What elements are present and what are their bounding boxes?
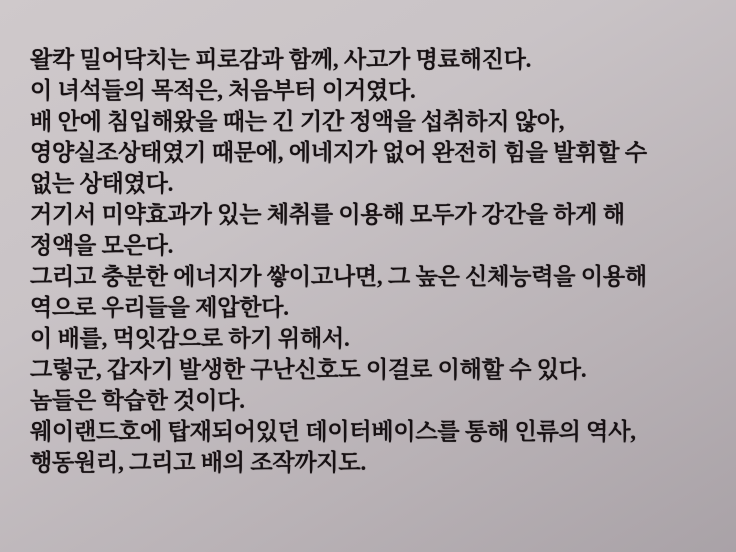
text-line: 그렇군, 갑자기 발생한 구난신호도 이걸로 이해할 수 있다. <box>30 357 587 382</box>
text-line: 영양실조상태였기 때문에, 에네지가 없어 완전히 힘을 발휘할 수 <box>30 140 647 165</box>
text-line: 정액을 모은다. <box>30 233 174 258</box>
narration-text-block <box>30 44 718 478</box>
text-line: 웨이랜드호에 탑재되어있던 데이터베이스를 통해 인류의 역사, <box>30 419 636 444</box>
text-line: 그리고 충분한 에너지가 쌓이고나면, 그 높은 신체능력을 이용해 <box>30 264 647 289</box>
text-line: 역으로 우리들을 제압한다. <box>30 295 289 320</box>
text-line: 배 안에 침입해왔을 때는 긴 기간 정액을 섭취하지 않아, <box>30 109 565 134</box>
text-line: 이 배를, 먹잇감으로 하기 위해서. <box>30 326 350 351</box>
text-line: 왈칵 밀어닥치는 피로감과 함께, 사고가 명료해진다. <box>30 47 532 72</box>
text-line: 이 녀석들의 목적은, 처음부터 이거였다. <box>30 78 416 103</box>
text-line: 거기서 미약효과가 있는 체취를 이용해 모두가 강간을 하게 해 <box>30 202 625 227</box>
text-line: 놈들은 학습한 것이다. <box>30 388 245 413</box>
text-line: 없는 상태였다. <box>30 171 174 196</box>
text-line: 행동원리, 그리고 배의 조작까지도. <box>30 450 367 475</box>
